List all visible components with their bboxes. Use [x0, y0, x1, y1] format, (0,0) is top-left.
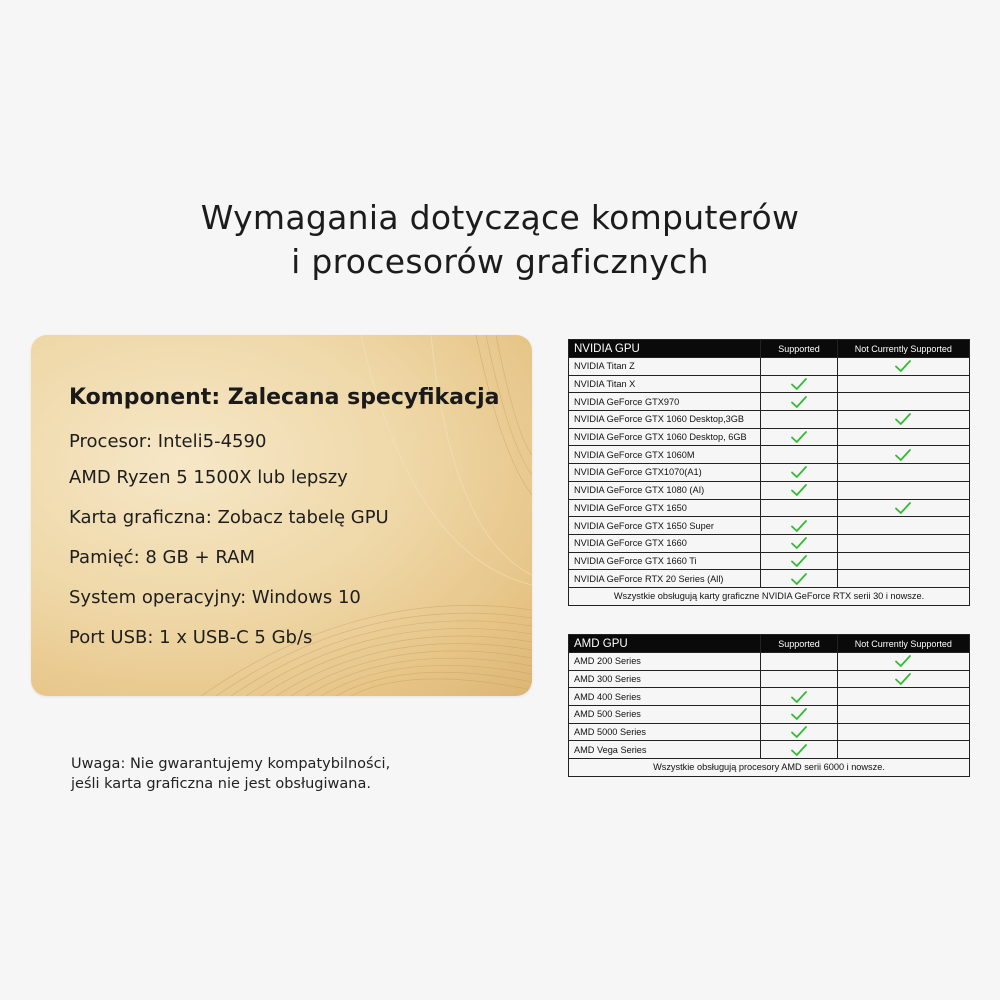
checkmark-icon	[790, 396, 808, 406]
supported-cell	[761, 464, 837, 482]
checkmark-icon	[894, 656, 912, 666]
checkmark-icon	[790, 538, 808, 548]
table-row	[569, 534, 970, 552]
checkmark-icon	[894, 502, 912, 512]
spec-memory: Pamięć: 8 GB + RAM	[69, 547, 255, 568]
not-supported-cell	[837, 570, 969, 588]
spec-heading: Komponent: Zalecana specyfikacja	[69, 385, 500, 410]
table-footer-row	[569, 759, 970, 777]
note-line-1: Uwaga: Nie gwarantujemy kompatybilności,	[71, 756, 391, 772]
gpu-name-cell: NVIDIA GeForce GTX 1660 Ti	[569, 552, 761, 570]
not-supported-cell	[837, 481, 969, 499]
table-row	[569, 741, 970, 759]
compatibility-note	[71, 754, 390, 794]
checkmark-icon	[894, 673, 912, 683]
spec-card	[31, 335, 532, 696]
not-supported-cell	[837, 688, 969, 706]
supported-cell	[761, 393, 837, 411]
not-supported-cell	[837, 358, 969, 376]
not-supported-cell	[837, 534, 969, 552]
nvidia-header-supported: Supported	[761, 340, 837, 358]
table-row	[569, 517, 970, 535]
checkmark-icon	[790, 520, 808, 530]
amd-footer: Wszystkie obsługują procesory AMD serii 6000 i nowsze.	[569, 759, 970, 777]
amd-gpu-table	[568, 634, 970, 777]
checkmark-icon	[894, 361, 912, 371]
table-row	[569, 446, 970, 464]
gpu-name-cell: NVIDIA GeForce GTX 1650	[569, 499, 761, 517]
supported-cell	[761, 358, 837, 376]
gpu-name-cell: NVIDIA GeForce GTX 1060 Desktop, 6GB	[569, 428, 761, 446]
gpu-name-cell: AMD 200 Series	[569, 653, 761, 671]
gpu-name-cell: NVIDIA GeForce GTX 1080 (AI)	[569, 481, 761, 499]
checkmark-icon	[790, 573, 808, 583]
supported-cell	[761, 688, 837, 706]
checkmark-icon	[790, 709, 808, 719]
not-supported-cell	[837, 706, 969, 724]
gpu-name-cell: AMD 400 Series	[569, 688, 761, 706]
supported-cell	[761, 446, 837, 464]
gpu-name-cell: NVIDIA GeForce GTX970	[569, 393, 761, 411]
page-title-line-2: i procesorów graficznych	[291, 242, 709, 281]
note-line-2: jeśli karta graficzna nie jest obsługiwana.	[71, 776, 371, 792]
amd-header-gpu: AMD GPU	[569, 635, 761, 653]
supported-cell	[761, 428, 837, 446]
supported-cell	[761, 723, 837, 741]
supported-cell	[761, 653, 837, 671]
not-supported-cell	[837, 653, 969, 671]
spec-operating-system: System operacyjny: Windows 10	[69, 587, 361, 608]
gpu-name-cell: NVIDIA GeForce GTX 1060 Desktop,3GB	[569, 411, 761, 429]
not-supported-cell	[837, 741, 969, 759]
gpu-name-cell: AMD 300 Series	[569, 670, 761, 688]
spec-processor: Procesor: Inteli5-4590	[69, 431, 267, 452]
supported-cell	[761, 411, 837, 429]
checkmark-icon	[790, 485, 808, 495]
checkmark-icon	[894, 449, 912, 459]
nvidia-header-gpu: NVIDIA GPU	[569, 340, 761, 358]
table-row	[569, 653, 970, 671]
gpu-name-cell: AMD 5000 Series	[569, 723, 761, 741]
not-supported-cell	[837, 499, 969, 517]
checkmark-icon	[790, 691, 808, 701]
table-row	[569, 499, 970, 517]
spec-usb-port: Port USB: 1 x USB-C 5 Gb/s	[69, 627, 313, 648]
table-header-row	[569, 340, 970, 358]
supported-cell	[761, 534, 837, 552]
gpu-name-cell: NVIDIA GeForce GTX 1060M	[569, 446, 761, 464]
gpu-name-cell: AMD 500 Series	[569, 706, 761, 724]
supported-cell	[761, 670, 837, 688]
not-supported-cell	[837, 393, 969, 411]
page-title-line-1: Wymagania dotyczące komputerów	[200, 198, 800, 237]
not-supported-cell	[837, 723, 969, 741]
table-header-row	[569, 635, 970, 653]
gpu-name-cell: NVIDIA GeForce GTX1070(A1)	[569, 464, 761, 482]
checkmark-icon	[790, 378, 808, 388]
table-row	[569, 570, 970, 588]
table-row	[569, 375, 970, 393]
checkmark-icon	[894, 414, 912, 424]
supported-cell	[761, 706, 837, 724]
amd-table-body	[569, 653, 970, 759]
table-row	[569, 428, 970, 446]
spec-graphics-card: Karta graficzna: Zobacz tabelę GPU	[69, 507, 389, 528]
table-row	[569, 706, 970, 724]
checkmark-icon	[790, 432, 808, 442]
nvidia-table-body	[569, 358, 970, 588]
not-supported-cell	[837, 670, 969, 688]
checkmark-icon	[790, 555, 808, 565]
gpu-name-cell: NVIDIA GeForce RTX 20 Series (All)	[569, 570, 761, 588]
gpu-name-cell: NVIDIA GeForce GTX 1650 Super	[569, 517, 761, 535]
amd-header-supported: Supported	[761, 635, 837, 653]
checkmark-icon	[790, 744, 808, 754]
not-supported-cell	[837, 411, 969, 429]
table-row	[569, 358, 970, 376]
supported-cell	[761, 499, 837, 517]
not-supported-cell	[837, 552, 969, 570]
nvidia-footer: Wszystkie obsługują karty graficzne NVIDIA GeForce RTX serii 30 i nowsze.	[569, 587, 970, 605]
table-row	[569, 670, 970, 688]
table-row	[569, 393, 970, 411]
table-row	[569, 688, 970, 706]
not-supported-cell	[837, 375, 969, 393]
table-row	[569, 552, 970, 570]
supported-cell	[761, 570, 837, 588]
nvidia-gpu-table	[568, 339, 970, 606]
page-title	[0, 196, 1000, 284]
table-row	[569, 464, 970, 482]
gpu-name-cell: NVIDIA GeForce GTX 1660	[569, 534, 761, 552]
not-supported-cell	[837, 428, 969, 446]
table-row	[569, 723, 970, 741]
supported-cell	[761, 481, 837, 499]
not-supported-cell	[837, 464, 969, 482]
supported-cell	[761, 517, 837, 535]
not-supported-cell	[837, 517, 969, 535]
amd-header-not-supported: Not Currently Supported	[837, 635, 969, 653]
checkmark-icon	[790, 467, 808, 477]
gpu-name-cell: NVIDIA Titan Z	[569, 358, 761, 376]
gpu-name-cell: AMD Vega Series	[569, 741, 761, 759]
table-row	[569, 481, 970, 499]
supported-cell	[761, 741, 837, 759]
not-supported-cell	[837, 446, 969, 464]
gpu-name-cell: NVIDIA Titan X	[569, 375, 761, 393]
table-row	[569, 411, 970, 429]
supported-cell	[761, 375, 837, 393]
table-footer-row	[569, 587, 970, 605]
nvidia-header-not-supported: Not Currently Supported	[837, 340, 969, 358]
checkmark-icon	[790, 727, 808, 737]
supported-cell	[761, 552, 837, 570]
spec-processor-amd: AMD Ryzen 5 1500X lub lepszy	[69, 467, 348, 488]
